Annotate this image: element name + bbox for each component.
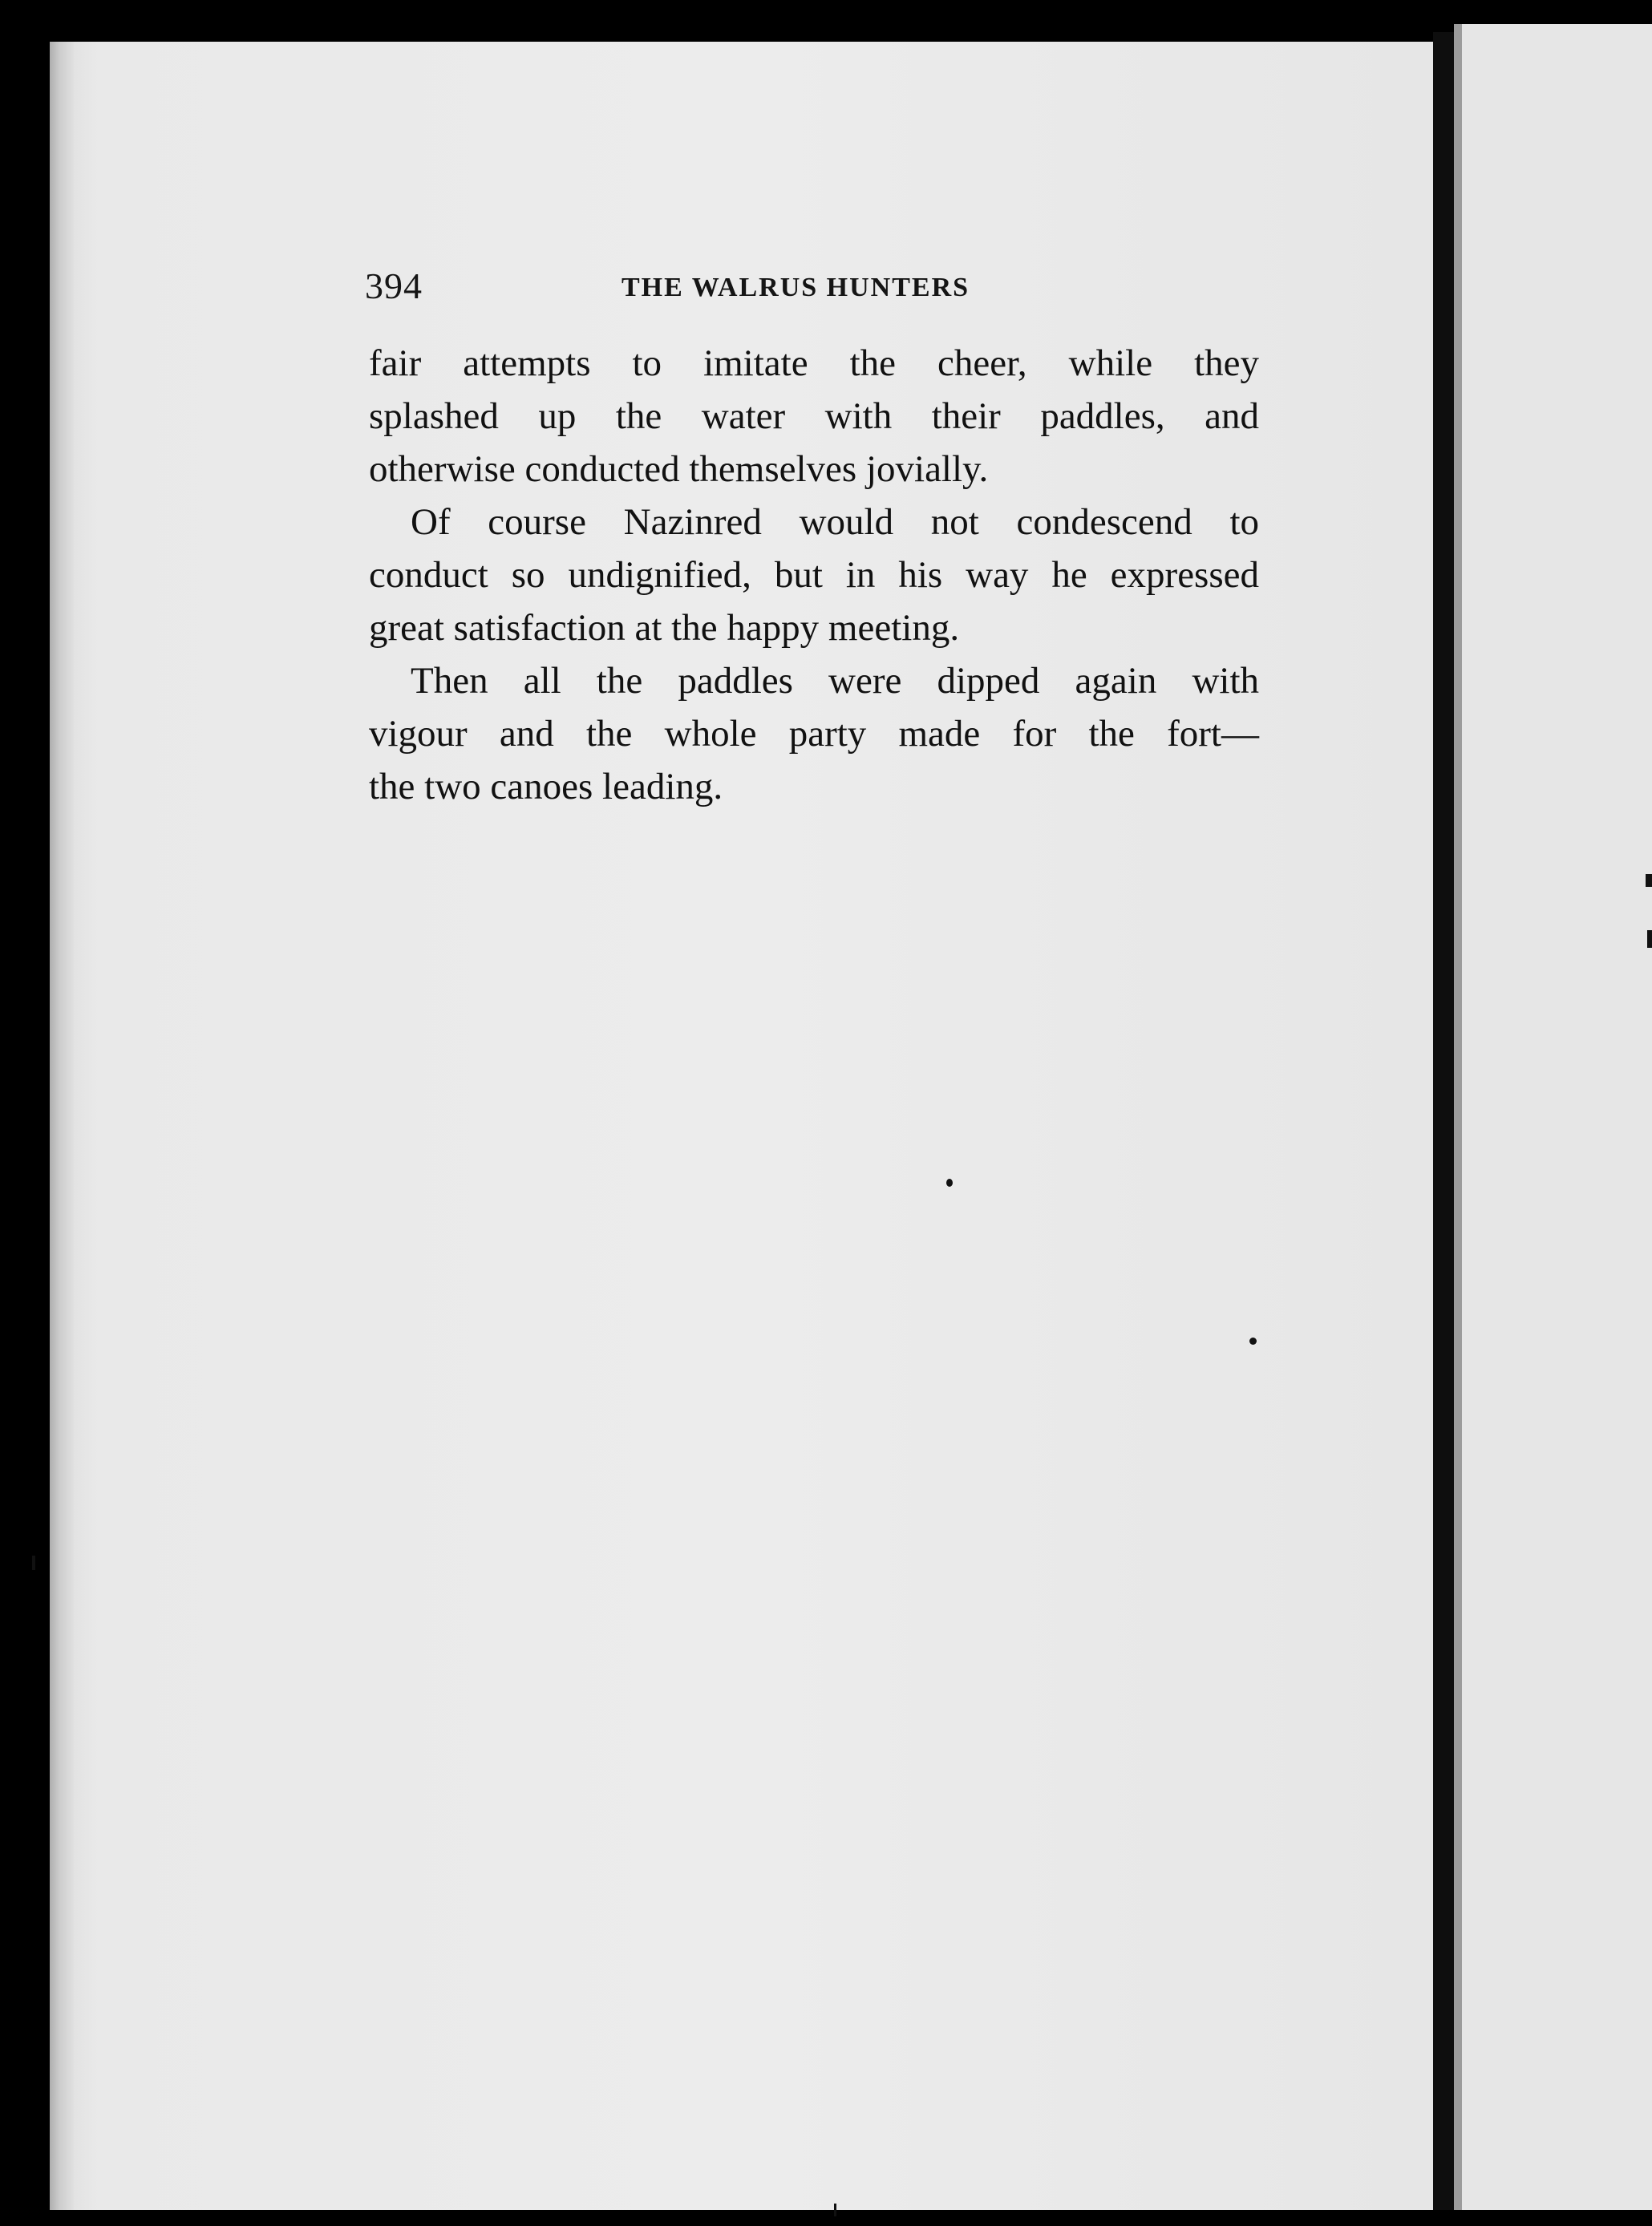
page-number: 394 (365, 265, 423, 306)
text-line: splashed up the water with their paddles, and (369, 395, 1259, 437)
scan-speck (946, 1179, 953, 1187)
page-edge-shadow (50, 42, 74, 2210)
facing-page-edge (1454, 24, 1652, 2210)
scan-mark (32, 1556, 35, 1570)
text-line: vigour and the whole party made for the fort— (369, 713, 1259, 755)
scan-mark (1647, 930, 1652, 948)
paragraph (369, 496, 1259, 654)
text-line: great satisfaction at the happy meeting. (369, 607, 960, 649)
body-text (369, 337, 1259, 813)
page-header (365, 265, 1255, 313)
scan-mark (1646, 874, 1652, 887)
text-line: otherwise conducted themselves jovially. (369, 448, 989, 490)
text-line: Then all the paddles were dipped again with (411, 660, 1259, 702)
text-line: the two canoes leading. (369, 766, 723, 807)
text-line: Of course Nazinred would not condescend to (411, 501, 1259, 543)
book-gutter (1433, 32, 1454, 2210)
text-line: conduct so undignified, but in his way he expressed (369, 554, 1259, 596)
running-head: THE WALRUS HUNTERS (622, 273, 970, 302)
scan-speck (1249, 1338, 1257, 1345)
facing-page-shadow (1454, 24, 1462, 2210)
paragraph (369, 654, 1259, 813)
text-line: fair attempts to imitate the cheer, while they (369, 342, 1259, 384)
scan-mark (834, 2204, 836, 2216)
paragraph (369, 337, 1259, 496)
